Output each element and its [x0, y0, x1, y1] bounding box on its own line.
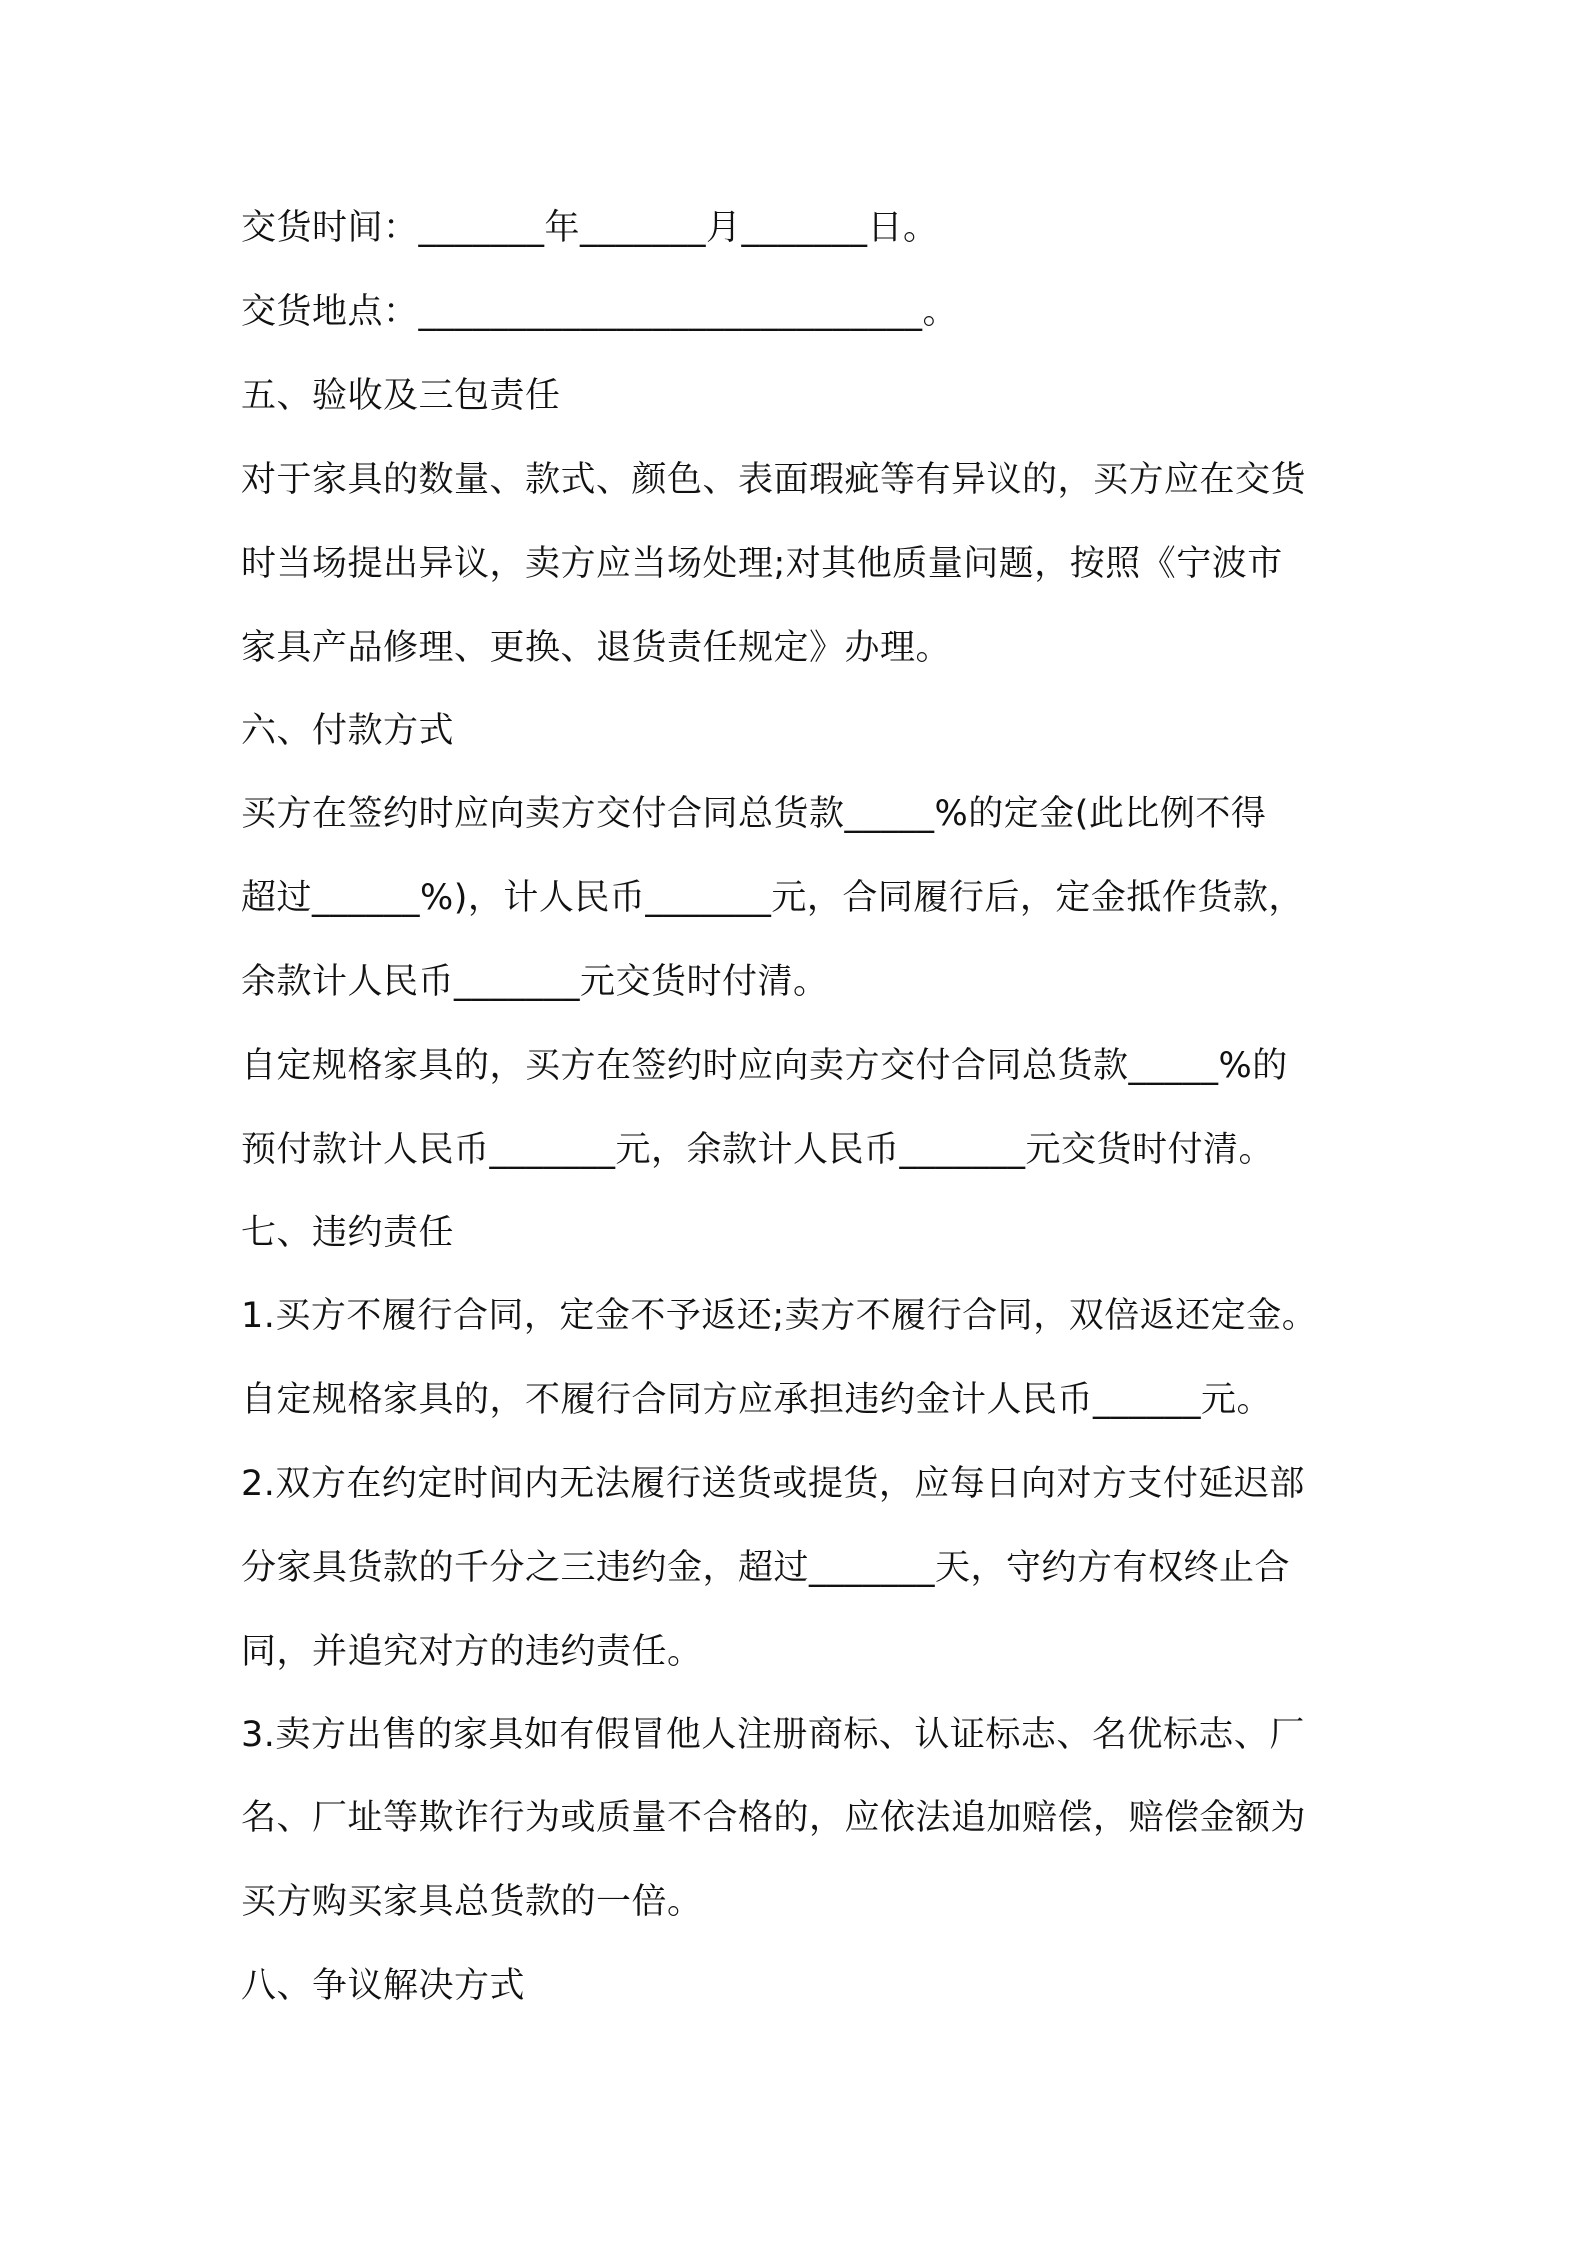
section-6-heading: 六、付款方式: [241, 711, 455, 751]
paragraph-line: 时当场提出异议，卖方应当场处理;对其他质量问题，按照《宁波市: [241, 544, 1283, 584]
paragraph-line: 余款计人民币_______元交货时付清。: [241, 962, 829, 1002]
paragraph-line: 对于家具的数量、款式、颜色、表面瑕疵等有异议的，买方应在交货: [241, 460, 1307, 500]
section-5-heading: 五、验收及三包责任: [241, 376, 561, 416]
section-7-heading: 七、违约责任: [241, 1213, 455, 1253]
paragraph-line: 同，并追究对方的违约责任。: [241, 1632, 703, 1672]
paragraph-line: 买方购买家具总货款的一倍。: [241, 1882, 703, 1922]
paragraph-line: 分家具货款的千分之三违约金，超过_______天，守约方有权终止合: [241, 1548, 1291, 1588]
paragraph-line: 1.买方不履行合同，定金不予返还;卖方不履行合同，双倍返还定金。: [241, 1296, 1318, 1336]
paragraph-line: 家具产品修理、更换、退货责任规定》办理。: [241, 628, 952, 668]
paragraph-line: 自定规格家具的，买方在签约时应向卖方交付合同总货款_____%的: [241, 1046, 1288, 1086]
paragraph-line: 3.卖方出售的家具如有假冒他人注册商标、认证标志、名优标志、厂: [241, 1715, 1305, 1755]
paragraph-line: 名、厂址等欺诈行为或质量不合格的，应依法追加赔偿，赔偿金额为: [241, 1798, 1307, 1838]
delivery-time-line: 交货时间：_______年_______月_______日。: [241, 208, 939, 248]
section-8-heading: 八、争议解决方式: [241, 1966, 526, 2006]
paragraph-line: 自定规格家具的，不履行合同方应承担违约金计人民币______元。: [241, 1380, 1273, 1420]
paragraph-line: 预付款计人民币_______元，余款计人民币_______元交货时付清。: [241, 1130, 1275, 1170]
paragraph-line: 超过______%)，计人民币_______元，合同履行后，定金抵作货款，: [241, 878, 1304, 918]
delivery-location-line: 交货地点：____________________________。: [241, 292, 959, 332]
paragraph-line: 2.双方在约定时间内无法履行送货或提货，应每日向对方支付延迟部: [241, 1464, 1305, 1504]
paragraph-line: 买方在签约时应向卖方交付合同总货款_____%的定金(此比例不得: [241, 794, 1267, 834]
